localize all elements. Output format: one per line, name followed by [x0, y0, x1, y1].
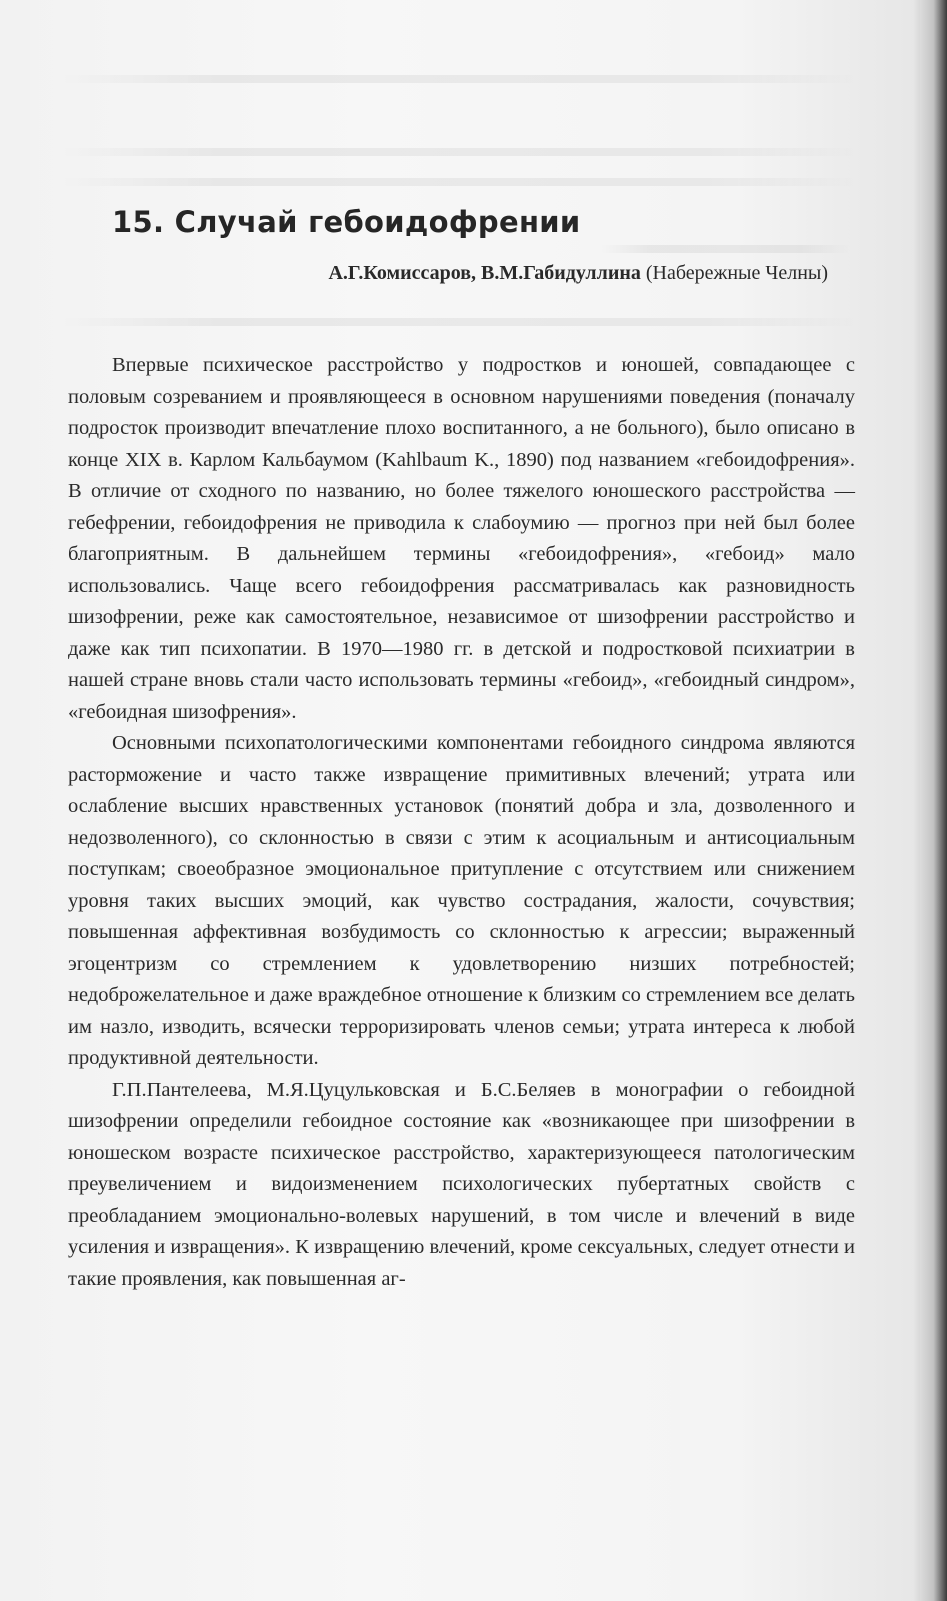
show-through-line — [60, 178, 860, 186]
show-through-line — [60, 318, 860, 326]
show-through-line — [600, 245, 850, 253]
article-authors: А.Г.Комиссаров, В.М.Габидуллина — [328, 262, 641, 284]
author-location: (Набережные Челны) — [645, 262, 828, 284]
paragraph: Основными психопатологическими компонентами гебоидного синдрома являются расторможение и часто также извращение примитивных влечений; утрата или ослабление высших нравственных установок (понятий добра и зла, дозволенного и недозволенного), со склонностью в связи с этим к асоциальным и антисоциальным поступкам; своеобразное эмоциональное притупление с отсутствием или снижением уровня таких высших эмоций, как чувство сострадания, жалости, сочувствия; повышенная аффективная возбудимость со склонностью к агрессии; выраженный эгоцентризм со стремлением к удовлетворению низших потребностей; недоброжелательное и даже враждебное отношение к близким со стремлением все делать им назло, изводить, всячески терроризировать членов семьи; утрата интереса к любой продуктивной деятельности. — [68, 732, 855, 1069]
page-edge-shadow — [913, 0, 947, 1601]
article-title: 15. Случай гебоидофрении — [112, 205, 581, 239]
paragraph: Впервые психическое расстройство у подростков и юношей, совпадающее с половым созреванием и проявляющееся в основном нарушениями поведения (поначалу подросток производит впечатление плохо воспитанного, а не больного), было описано в конце XIX в. Карлом Кальбаумом (Kahlbaum K., 1890) под названием «гебоидофрения». В отличие от сходного по названию, но более тяжелого юношеского расстройства — гебефрении, гебоидофрения не приводила к слабоумию — прогноз при ней был более благоприятным. В дальнейшем термины «гебоидофрения», «гебоид» мало использовались. Чаще всего гебоидофрения рассматривалась как разновидность шизофрении, реже как самостоятельное, независимое от шизофрении расстройство и даже как тип психопатии. В 1970—1980 гг. в детской и подростковой психиатрии в нашей стране вновь стали часто использовать термины «гебоид», «гебоидный синдром», «гебоидная шизофрения». — [68, 354, 855, 723]
paragraph: Г.П.Пантелеева, М.Я.Цуцульковская и Б.С.Беляев в монографии о гебоидной шизофрении определили гебоидное состояние как «возникающее при шизофрении в юношеском возрасте психическое расстройство, характеризующееся патологическим преувеличением и видоизменением психологических пубертатных свойств с преобладанием эмоционально-волевых нарушений, в том числе и влечений в виде усиления и извращения». К извращению влечений, кроме сексуальных, следует отнести и такие проявления, как повышенная аг- — [68, 1078, 855, 1290]
article-body — [68, 350, 855, 1295]
show-through-line — [60, 75, 860, 83]
show-through-line — [60, 148, 860, 156]
byline — [328, 262, 828, 285]
